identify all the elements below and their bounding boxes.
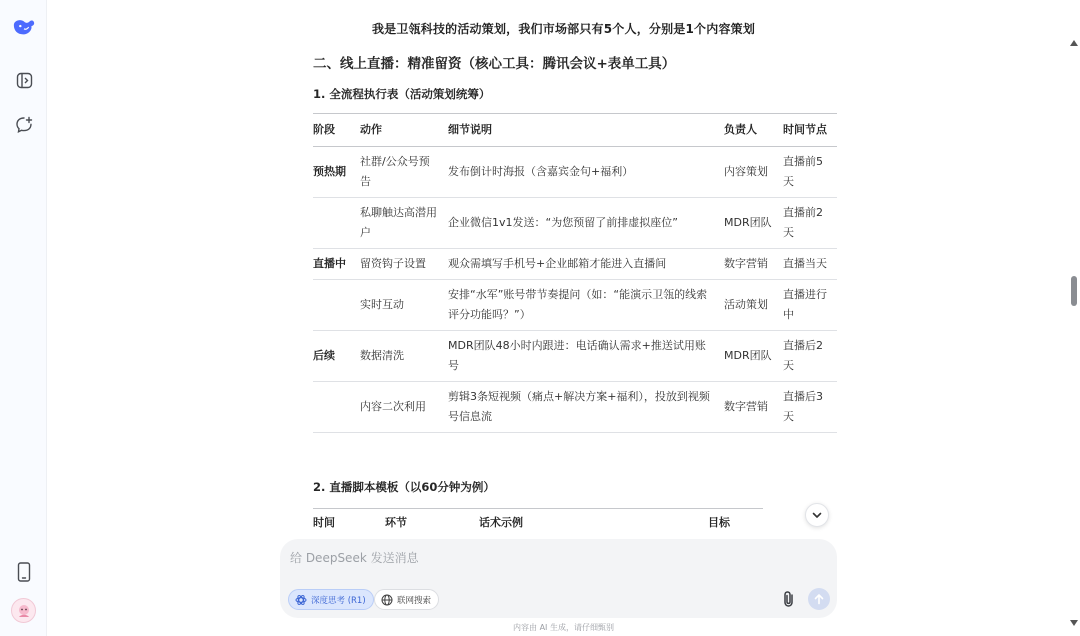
- column-header: 目标: [708, 509, 763, 538]
- table-row: [313, 249, 837, 280]
- time-cell: 直播后3天: [783, 382, 837, 433]
- detail-cell: 剪辑3条短视频（痛点+解决方案+福利），投放到视频号信息流: [448, 382, 724, 433]
- detail-cell: 安排“水军”账号带节奏提问（如：“能演示卫瓴的线索评分功能吗？”）: [448, 280, 724, 331]
- script-table-heading: 2. 直播脚本模板（以60分钟为例）: [313, 480, 495, 494]
- paperclip-icon: [781, 590, 797, 608]
- owner-cell: 数字营销: [724, 249, 783, 280]
- column-header: 细节说明: [448, 114, 724, 147]
- owner-cell: 活动策划: [724, 280, 783, 331]
- column-header: 时间节点: [783, 114, 837, 147]
- assistant-message: [313, 48, 837, 538]
- time-cell: 直播进行中: [783, 280, 837, 331]
- action-cell: 社群/公众号预告: [360, 147, 448, 198]
- detail-cell: MDR团队48小时内跟进：电话确认需求+推送试用账号: [448, 331, 724, 382]
- owner-cell: MDR团队: [724, 331, 783, 382]
- time-cell: 直播前2天: [783, 198, 837, 249]
- scrollbar-thumb[interactable]: [1071, 276, 1077, 306]
- deepseek-logo-icon[interactable]: [12, 15, 36, 39]
- message-composer[interactable]: [280, 539, 837, 618]
- action-cell: 内容二次利用: [360, 382, 448, 433]
- phase-cell: 预热期: [313, 147, 360, 198]
- web-search-toggle[interactable]: [374, 589, 439, 610]
- arrow-up-icon: [813, 593, 825, 605]
- web-search-label: 联网搜索: [397, 595, 432, 606]
- scroll-up-arrow-icon[interactable]: [1070, 40, 1078, 46]
- table-row: [313, 331, 837, 382]
- page-scrollbar[interactable]: [1068, 0, 1080, 636]
- action-cell: 数据清洗: [360, 331, 448, 382]
- detail-cell: 观众需填写手机号+企业邮箱才能进入直播间: [448, 249, 724, 280]
- phase-cell: 直播中: [313, 249, 360, 280]
- script-table: [313, 508, 763, 537]
- execution-table-heading: 1. 全流程执行表（活动策划统筹）: [313, 87, 491, 101]
- ai-disclaimer: 内容由 AI 生成，请仔细甄别: [513, 623, 614, 632]
- scroll-to-bottom-button[interactable]: [805, 503, 829, 527]
- action-cell: 留资钩子设置: [360, 249, 448, 280]
- toggle-sidebar-icon[interactable]: [12, 68, 36, 92]
- action-cell: 私聊触达高潜用户: [360, 198, 448, 249]
- column-header: 环节: [385, 509, 479, 538]
- column-header: 时间: [313, 509, 385, 538]
- attach-button[interactable]: [781, 590, 797, 612]
- action-cell: 实时互动: [360, 280, 448, 331]
- table-row: [313, 280, 837, 331]
- phase-cell: [313, 382, 360, 433]
- table-row: [313, 147, 837, 198]
- owner-cell: 数字营销: [724, 382, 783, 433]
- phase-cell: 后续: [313, 331, 360, 382]
- column-header: 负责人: [724, 114, 783, 147]
- owner-cell: MDR团队: [724, 198, 783, 249]
- chat-title: 我是卫瓴科技的活动策划，我们市场部只有5个人，分别是1个内容策划: [371, 21, 756, 36]
- sidebar: [0, 0, 47, 636]
- deep-think-label: 深度思考 (R1): [311, 595, 366, 606]
- new-chat-icon[interactable]: [12, 113, 36, 137]
- globe-icon: [381, 594, 393, 606]
- user-avatar[interactable]: [11, 598, 36, 623]
- time-cell: 直播当天: [783, 249, 837, 280]
- mobile-app-icon[interactable]: [12, 560, 36, 584]
- phase-cell: [313, 198, 360, 249]
- send-button[interactable]: [808, 588, 830, 610]
- section-heading: 二、线上直播：精准留资（核心工具：腾讯会议+表单工具）: [313, 56, 676, 72]
- detail-cell: 企业微信1v1发送：“为您预留了前排虚拟座位”: [448, 198, 724, 249]
- chevron-down-icon: [811, 509, 823, 521]
- column-header: 动作: [360, 114, 448, 147]
- time-cell: 直播后2天: [783, 331, 837, 382]
- message-input[interactable]: 给 DeepSeek 发送消息: [290, 551, 419, 565]
- phase-cell: [313, 280, 360, 331]
- time-cell: 直播前5天: [783, 147, 837, 198]
- execution-table: [313, 113, 837, 433]
- table-header-row: [313, 114, 837, 147]
- atom-icon: [295, 594, 307, 606]
- table-row: [313, 198, 837, 249]
- column-header: 阶段: [313, 114, 360, 147]
- detail-cell: 发布倒计时海报（含嘉宾金句+福利）: [448, 147, 724, 198]
- table-header-row: [313, 509, 763, 538]
- owner-cell: 内容策划: [724, 147, 783, 198]
- column-header: 话术示例: [479, 509, 708, 538]
- table-row: [313, 382, 837, 433]
- deep-think-toggle[interactable]: [288, 589, 374, 610]
